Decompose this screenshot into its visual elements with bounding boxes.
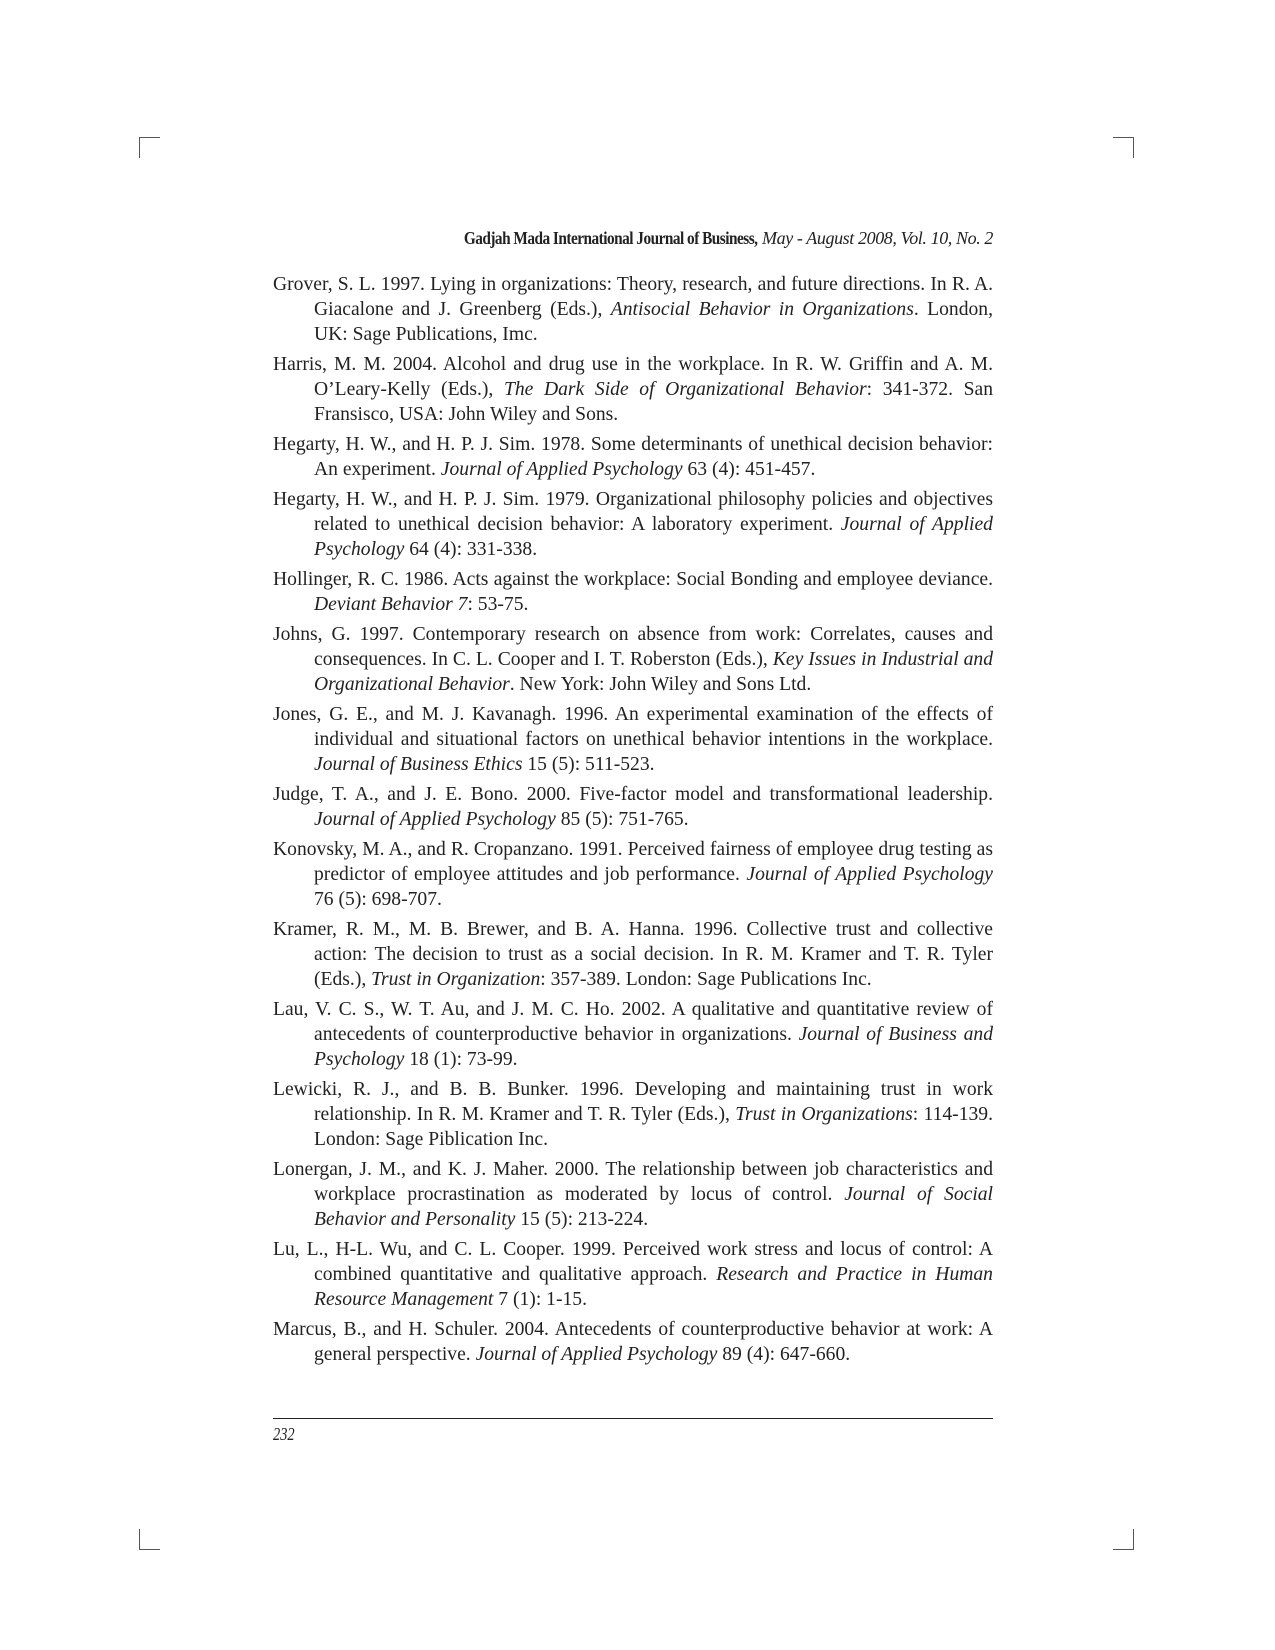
reference-source-title: The Dark Side of Organizational Behavior: [503, 379, 867, 400]
reference-source-title: Journal of Social Behavior and Personality: [314, 1184, 994, 1230]
reference-entry: [273, 567, 993, 617]
reference-text: 63 (4): 451-457.: [682, 459, 816, 480]
reference-source-title: Trust in Organizations: [735, 1104, 913, 1125]
running-header: [273, 228, 993, 249]
reference-text: Konovsky, M. A., and R. Cropanzano. 1991. Perceived fairness of employee drug testing as predictor of employee attitudes and job performance.: [273, 839, 993, 885]
reference-entry: [273, 1317, 993, 1367]
reference-entry: [273, 997, 993, 1072]
reference-source-title: Deviant Behavior 7: [314, 594, 468, 615]
reference-text: Johns, G. 1997. Contemporary research on absence from work: Correlates, causes and consequences. In C. L. Cooper and I. T. Roberston (Eds.),: [273, 624, 993, 670]
crop-mark-top-left: [139, 137, 160, 158]
crop-mark-top-right: [1113, 137, 1134, 158]
reference-text: Lewicki, R. J., and B. B. Bunker. 1996. Developing and maintaining trust in work relationship. In R. M. Kramer and T. R. Tyler (Eds.),: [273, 1079, 993, 1125]
reference-text: : 114-139. London: Sage Piblication Inc.: [314, 1104, 993, 1150]
reference-text: Lu, L., H-L. Wu, and C. L. Cooper. 1999. Perceived work stress and locus of control: A combined quantitative and qualitative approach.: [273, 1239, 993, 1285]
reference-entry: [273, 837, 993, 912]
reference-entry: [273, 1077, 993, 1152]
reference-text: : 341-372. San Fransisco, USA: John Wiley and Sons.: [314, 379, 994, 425]
reference-entry: [273, 432, 993, 482]
reference-text: 85 (5): 751-765.: [555, 809, 689, 830]
reference-text: 64 (4): 331-338.: [404, 539, 538, 560]
reference-source-title: Journal of Applied Psychology: [746, 864, 993, 885]
reference-text: Marcus, B., and H. Schuler. 2004. Antecedents of counterproductive behavior at work: A general perspective.: [273, 1319, 993, 1365]
crop-mark-bottom-left: [139, 1529, 160, 1550]
reference-text: Harris, M. M. 2004. Alcohol and drug use in the workplace. In R. W. Griffin and A. M. O’Leary-Kelly (Eds.),: [273, 354, 993, 400]
reference-text: . New York: John Wiley and Sons Ltd.: [509, 674, 812, 695]
reference-text: Kramer, R. M., M. B. Brewer, and B. A. Hanna. 1996. Collective trust and collective action: The decision to trust as a social decision. In R. M. Kramer and T. R. Tyler (Eds.),: [273, 919, 993, 990]
journal-name: Gadjah Mada International Journal of Business,: [464, 228, 758, 248]
footer-rule: [273, 1418, 993, 1419]
reference-source-title: Journal of Applied Psychology: [314, 514, 993, 560]
reference-source-title: Journal of Applied Psychology: [475, 1344, 718, 1365]
reference-entry: [273, 782, 993, 832]
reference-entry: [273, 702, 993, 777]
reference-entry: [273, 272, 993, 347]
reference-entry: [273, 917, 993, 992]
issue-info: May - August 2008, Vol. 10, No. 2: [757, 228, 993, 248]
reference-source-title: Antisocial Behavior in Organizations: [610, 299, 914, 320]
reference-text: Jones, G. E., and M. J. Kavanagh. 1996. An experimental examination of the effects of individual and situational factors on unethical behavior intentions in the workplace.: [273, 704, 993, 750]
reference-text: Lonergan, J. M., and K. J. Maher. 2000. The relationship between job characteristics and workplace procrastination as moderated by locus of control.: [273, 1159, 993, 1205]
reference-source-title: Journal of Applied Psychology: [314, 809, 556, 830]
reference-entry: [273, 1157, 993, 1232]
reference-text: 76 (5): 698-707.: [314, 889, 442, 910]
reference-text: : 357-389. London: Sage Publications Inc.: [540, 969, 872, 990]
reference-source-title: Journal of Business and Psychology: [314, 1024, 993, 1070]
reference-text: Grover, S. L. 1997. Lying in organizations: Theory, research, and future directions. In R. A. Giacalone and J. Greenberg (Eds.),: [273, 274, 993, 320]
reference-text: 15 (5): 213-224.: [515, 1209, 649, 1230]
page-number: 232: [273, 1424, 295, 1444]
reference-text: 89 (4): 647-660.: [717, 1344, 851, 1365]
reference-source-title: Key Issues in Industrial and Organizational Behavior: [314, 649, 994, 695]
reference-text: : 53-75.: [467, 594, 529, 615]
reference-entry: [273, 622, 993, 697]
reference-entry: [273, 487, 993, 562]
reference-text: 15 (5): 511-523.: [522, 754, 655, 775]
reference-source-title: Research and Practice in Human Resource Management: [314, 1264, 993, 1310]
reference-text: 7 (1): 1-15.: [493, 1289, 587, 1310]
reference-list: [273, 272, 993, 1372]
reference-text: Lau, V. C. S., W. T. Au, and J. M. C. Ho. 2002. A qualitative and quantitative review of antecedents of counterproductive behavior in organizations.: [273, 999, 993, 1045]
reference-text: . London, UK: Sage Publications, Imc.: [314, 299, 993, 345]
reference-entry: [273, 352, 993, 427]
reference-text: Hegarty, H. W., and H. P. J. Sim. 1979. Organizational philosophy policies and objectives related to unethical decision behavior: A laboratory experiment.: [273, 489, 993, 535]
reference-source-title: Trust in Organization: [371, 969, 541, 990]
crop-mark-bottom-right: [1113, 1529, 1134, 1550]
reference-text: Hollinger, R. C. 1986. Acts against the workplace: Social Bonding and employee deviance.: [273, 569, 993, 590]
reference-source-title: Journal of Business Ethics: [314, 754, 523, 775]
reference-source-title: Journal of Applied Psychology: [440, 459, 683, 480]
reference-entry: [273, 1237, 993, 1312]
reference-text: 18 (1): 73-99.: [404, 1049, 518, 1070]
reference-text: Judge, T. A., and J. E. Bono. 2000. Five-factor model and transformational leadership.: [273, 784, 993, 805]
reference-text: Hegarty, H. W., and H. P. J. Sim. 1978. Some determinants of unethical decision behavior: An experiment.: [273, 434, 993, 480]
